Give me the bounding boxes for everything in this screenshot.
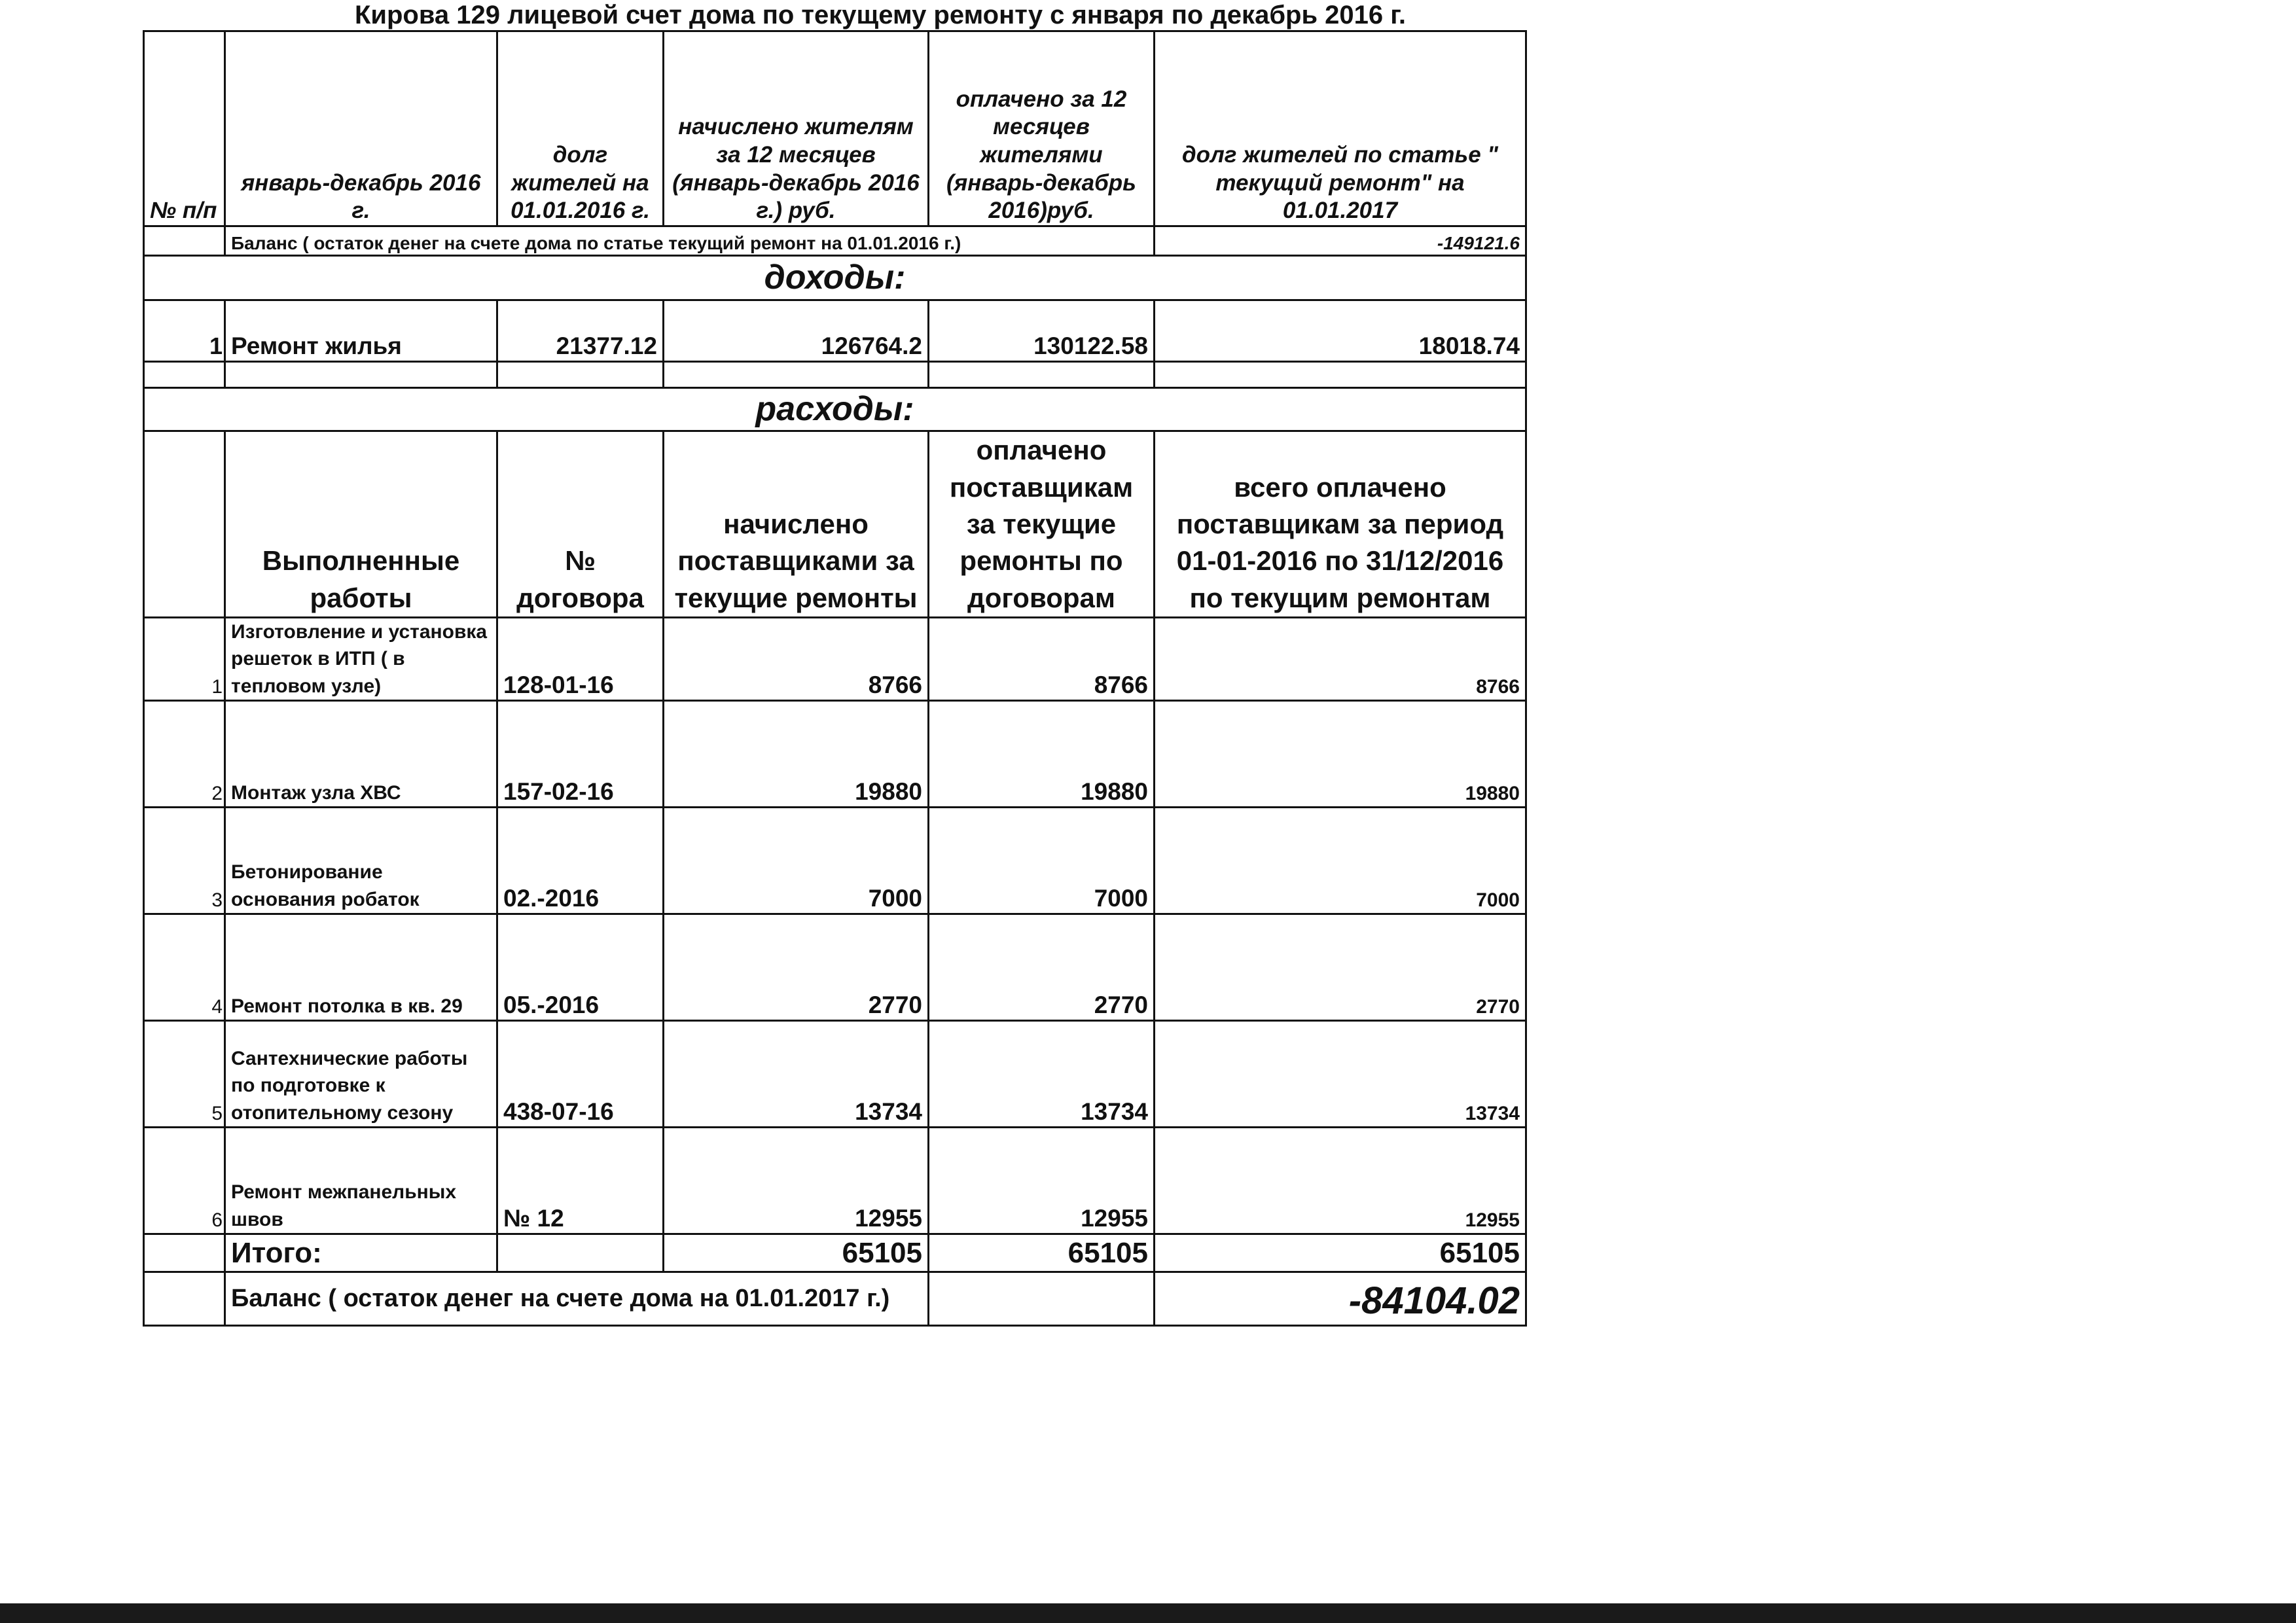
expense-row-contract: 05.-2016 <box>497 914 664 1020</box>
section-expense-label: расходы: <box>144 388 1526 431</box>
income-row <box>144 300 1526 362</box>
expense-row <box>144 807 1526 914</box>
totals-label: Итого: <box>225 1234 497 1272</box>
expense-row-charged: 13734 <box>664 1020 929 1127</box>
income-header-row <box>144 31 1526 226</box>
header-charged: начислено жителям за 12 месяцев (январь-декабрь 2016 г.) руб. <box>664 31 929 226</box>
income-row-paid: 130122.58 <box>929 300 1155 362</box>
expense-row-work: Сантехнические работы по подготовке к отопительному сезону <box>225 1020 497 1127</box>
expense-row-contract: 02.-2016 <box>497 807 664 914</box>
expense-row-work: Монтаж узла ХВС <box>225 700 497 807</box>
expense-row-work: Ремонт потолка в кв. 29 <box>225 914 497 1020</box>
header-total-paid: всего оплачено поставщикам за период 01-01-2016 по 31/12/2016 по текущим ремонтам <box>1155 431 1526 617</box>
expense-row-paid: 19880 <box>929 700 1155 807</box>
income-row-name: Ремонт жилья <box>225 300 497 362</box>
header-num: № п/п <box>144 31 225 226</box>
expense-row-paid: 2770 <box>929 914 1155 1020</box>
expense-row-num: 3 <box>144 807 225 914</box>
opening-balance-label: Баланс ( остаток денег на счете дома по статье текущий ремонт на 01.01.2016 г.) <box>225 226 1155 256</box>
header-contract: № договора <box>497 431 664 617</box>
income-section-row <box>144 256 1526 300</box>
expense-row-total: 13734 <box>1155 1020 1526 1127</box>
opening-balance-value: -149121.6 <box>1155 226 1526 256</box>
expense-row-charged: 2770 <box>664 914 929 1020</box>
expense-row-charged: 8766 <box>664 617 929 700</box>
expense-row <box>144 617 1526 700</box>
income-row-charged: 126764.2 <box>664 300 929 362</box>
expense-row-contract: 438-07-16 <box>497 1020 664 1127</box>
header-supplier-paid: оплачено поставщикам за текущие ремонты по договорам <box>929 431 1155 617</box>
expense-row-num: 2 <box>144 700 225 807</box>
expense-row-contract: 128-01-16 <box>497 617 664 700</box>
expense-row-total: 19880 <box>1155 700 1526 807</box>
totals-total: 65105 <box>1155 1234 1526 1272</box>
expense-row-total: 7000 <box>1155 807 1526 914</box>
expense-row-work: Ремонт межпанельных швов <box>225 1127 497 1234</box>
header-debt-start: долг жителей на 01.01.2016 г. <box>497 31 664 226</box>
totals-paid: 65105 <box>929 1234 1155 1272</box>
account-table <box>143 30 1527 1327</box>
income-row-debt-start: 21377.12 <box>497 300 664 362</box>
expense-row-paid: 13734 <box>929 1020 1155 1127</box>
section-income-label: доходы: <box>144 256 1526 300</box>
income-row-num: 1 <box>144 300 225 362</box>
totals-row <box>144 1234 1526 1272</box>
empty-row <box>144 362 1526 388</box>
header-period: январь-декабрь 2016 г. <box>225 31 497 226</box>
expense-row-total: 2770 <box>1155 914 1526 1020</box>
expense-header-row <box>144 431 1526 617</box>
header-debt-end: долг жителей по статье " текущий ремонт" на 01.01.2017 <box>1155 31 1526 226</box>
closing-balance-row <box>144 1272 1526 1325</box>
totals-charged: 65105 <box>664 1234 929 1272</box>
expense-row-num: 4 <box>144 914 225 1020</box>
header-works: Выполненные работы <box>225 431 497 617</box>
expense-row-paid: 12955 <box>929 1127 1155 1234</box>
closing-balance-value: -84104.02 <box>1155 1272 1526 1325</box>
expense-row <box>144 700 1526 807</box>
header-paid: оплачено за 12 месяцев жителями (январь-декабрь 2016)руб. <box>929 31 1155 226</box>
expense-row-work: Изготовление и установка решеток в ИТП ( в тепловом узле) <box>225 617 497 700</box>
expense-row <box>144 1127 1526 1234</box>
expense-row-num: 1 <box>144 617 225 700</box>
opening-balance-row <box>144 226 1526 256</box>
expense-row-total: 8766 <box>1155 617 1526 700</box>
expense-section-row <box>144 388 1526 431</box>
expense-row-paid: 7000 <box>929 807 1155 914</box>
expense-row-charged: 12955 <box>664 1127 929 1234</box>
expense-row-work: Бетонирование основания робаток <box>225 807 497 914</box>
expense-row <box>144 1020 1526 1127</box>
scan-edge <box>0 1603 2296 1623</box>
expense-row-total: 12955 <box>1155 1127 1526 1234</box>
closing-balance-label: Баланс ( остаток денег на счете дома на 01.01.2017 г.) <box>225 1272 929 1325</box>
document-title: Кирова 129 лицевой счет дома по текущему ремонту с января по декабрь 2016 г. <box>354 1 1407 29</box>
header-supplier-charged: начислено поставщиками за текущие ремонты <box>664 431 929 617</box>
expense-row-num: 5 <box>144 1020 225 1127</box>
expense-row-contract: 157-02-16 <box>497 700 664 807</box>
expense-row <box>144 914 1526 1020</box>
expense-row-num: 6 <box>144 1127 225 1234</box>
income-row-debt-end: 18018.74 <box>1155 300 1526 362</box>
expense-row-charged: 7000 <box>664 807 929 914</box>
expense-row-paid: 8766 <box>929 617 1155 700</box>
expense-row-contract: № 12 <box>497 1127 664 1234</box>
expense-row-charged: 19880 <box>664 700 929 807</box>
